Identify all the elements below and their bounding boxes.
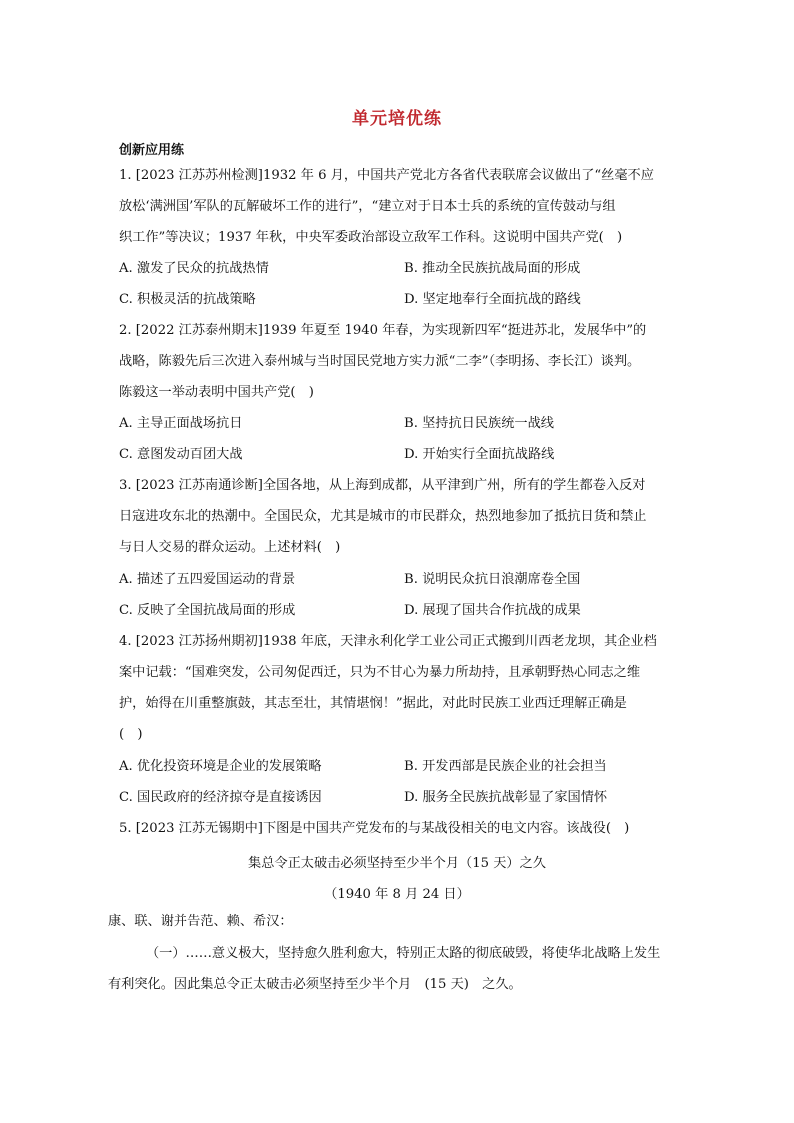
- q2-option-b: B. 坚持抗日民族统一战线: [404, 416, 554, 431]
- q4-stem-line-4: ( ): [119, 727, 143, 742]
- q1-option-b: B. 推动全民族抗战局面的形成: [404, 261, 581, 276]
- q2-option-a: A. 主导正面战场抗日: [119, 416, 243, 431]
- telegram-body-line-1: （一）……意义极大，坚持愈久胜利愈大，特别正太路的彻底破毁，将使华北战略上发生: [146, 946, 661, 961]
- q4-stem-line-1: 4. [2023 江苏扬州期初]1938 年底，天津永利化学工业公司正式搬到川西老龙坝，其企业档: [119, 634, 657, 649]
- telegram-body-line-2: 有利突化。因此集总令正太破击必须坚持至少半个月 (15 天) 之久。: [108, 977, 522, 992]
- q2-stem-line-3: 陈毅这一举动表明中国共产党( ): [119, 385, 314, 400]
- telegram-recipients: 康、联、谢并告范、赖、希汉：: [108, 914, 293, 929]
- q3-stem-line-3: 与日人交易的群众运动。上述材料( ): [119, 540, 341, 555]
- q3-option-b: B. 说明民众抗日浪潮席卷全国: [404, 572, 581, 587]
- page-title: 单元培优练: [352, 109, 442, 129]
- q3-option-a: A. 描述了五四爱国运动的背景: [119, 572, 296, 587]
- q4-option-c: C. 国民政府的经济掠夺是直接诱因: [119, 790, 322, 805]
- q3-option-c: C. 反映了全国抗战局面的形成: [119, 603, 296, 618]
- q1-option-d: D. 坚定地奉行全面抗战的路线: [404, 292, 581, 307]
- q2-stem-line-1: 2. [2022 江苏泰州期末]1939 年夏至 1940 年春，为实现新四军“挺进苏北，发展华中”的: [119, 323, 647, 338]
- q4-option-a: A. 优化投资环境是企业的发展策略: [119, 759, 322, 774]
- q1-option-a: A. 激发了民众的抗战热情: [119, 261, 269, 276]
- section-heading: 创新应用练: [119, 143, 185, 158]
- q2-stem-line-2: 战略，陈毅先后三次进入泰州城与当时国民党地方实力派“二李”（李明扬、李长江）谈判。: [119, 354, 641, 369]
- q4-option-b: B. 开发西部是民族企业的社会担当: [404, 759, 607, 774]
- q1-stem-line-1: 1. [2023 江苏苏州检测]1932 年 6 月，中国共产党北方各省代表联席会议做出了“丝毫不应: [119, 168, 654, 183]
- q3-option-d: D. 展现了国共合作抗战的成果: [404, 603, 581, 618]
- q4-stem-line-3: 护，始得在川重整旗鼓，其志至壮，其情堪悯！”据此，对此时民族工业西迁理解正确是: [119, 696, 627, 711]
- q1-stem-line-3: 织工作”等决议；1937 年秋，中央军委政治部设立敌军工作科。这说明中国共产党( ): [119, 230, 623, 245]
- q1-stem-line-2: 放松‘满洲国’军队的瓦解破坏工作的进行”，“建立对于日本士兵的系统的宣传鼓动与组: [119, 199, 616, 214]
- q3-stem-line-2: 日寇进攻东北的热潮中。全国民众，尤其是城市的市民群众，热烈地参加了抵抗日货和禁止: [119, 509, 647, 524]
- q3-stem-line-1: 3. [2023 江苏南通诊断]全国各地，从上海到成都，从平津到广州，所有的学生都卷入反对: [119, 478, 646, 493]
- q4-stem-line-2: 案中记载：“国难突发，公司匆促西迁，只为不甘心为暴力所劫持，且承朝野热心同志之维: [119, 665, 641, 680]
- q2-option-d: D. 开始实行全面抗战路线: [404, 447, 555, 462]
- q1-option-c: C. 积极灵活的抗战策略: [119, 292, 256, 307]
- q4-option-d: D. 服务全民族抗战彰显了家国情怀: [404, 790, 608, 805]
- telegram-date: （1940 年 8 月 24 日）: [324, 887, 470, 902]
- q2-option-c: C. 意图发动百团大战: [119, 447, 243, 462]
- q5-stem-line: 5. [2023 江苏无锡期中]下图是中国共产党发布的与某战役相关的电文内容。该战役( ): [119, 821, 630, 836]
- telegram-title: 集总令正太破击必须坚持至少半个月（15 天）之久: [248, 856, 546, 871]
